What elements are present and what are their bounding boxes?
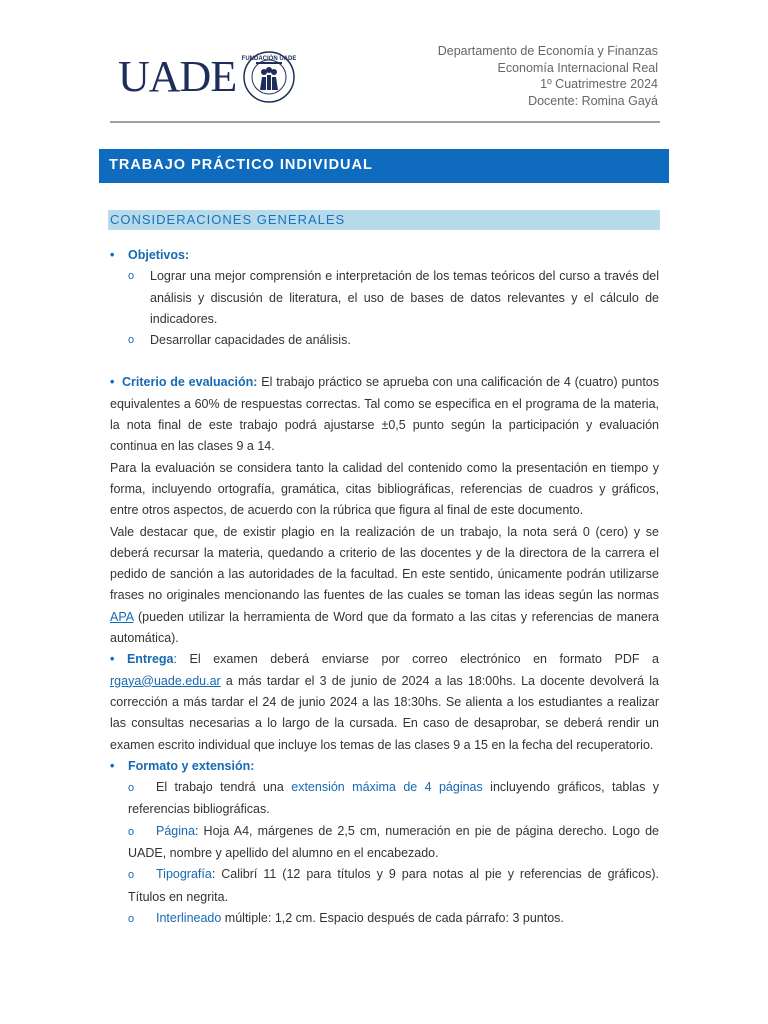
entrega-label: Entrega xyxy=(126,652,174,667)
section-title: CONSIDERACIONES GENERALES xyxy=(108,210,660,230)
email-link[interactable]: rgaya@uade.edu.ar xyxy=(110,673,221,688)
circle-bullet-icon: o xyxy=(128,825,135,838)
document-body xyxy=(110,245,659,930)
fundacion-uade-seal-icon xyxy=(242,50,296,104)
page-header xyxy=(110,40,660,120)
logo-text: UADE xyxy=(118,52,237,101)
bullet-icon: • xyxy=(110,652,127,667)
entrega-paragraph: • Entrega: El examen deberá enviarse por correo electrónico en formato PDF a rgaya@uade.edu.ar a más tardar el 3 de junio de 2024 a las 18:00hs. La docente devolverá la corrección a más tardar el 24 de junio 2024 a las 18:30hs. Se alienta a los estudiantes a realizar las consultas necesarias a lo largo de la cursada. En caso de desaprobar, se deberá rendir un examen escrito individual que incluye los temas de las clases 9 a 15 en la fecha del recuperatorio. xyxy=(110,652,659,752)
objetivos-bullet xyxy=(110,245,659,266)
course-name: Economía Internacional Real xyxy=(497,60,658,75)
formato-bullet xyxy=(110,756,659,777)
document-title: TRABAJO PRÁCTICO INDIVIDUAL xyxy=(99,149,669,183)
svg-text:FUNDACIÓN UADE: FUNDACIÓN UADE xyxy=(242,56,297,62)
criterio-label: Criterio de evaluación: xyxy=(122,375,258,390)
department: Departamento de Economía y Finanzas xyxy=(437,44,658,58)
uade-logo xyxy=(118,50,296,104)
circle-bullet-icon: o xyxy=(128,334,135,347)
bullet-icon: • xyxy=(110,375,123,390)
circle-bullet-icon: o xyxy=(128,782,135,795)
objetivos-item: o Lograr una mejor comprensión e interpretación de los temas teóricos del curso a través del análisis y discusión de literatura, el uso de bases de datos relevantes y el cálculo de indicadores. xyxy=(110,266,659,330)
header-divider xyxy=(110,121,660,123)
teacher: Docente: Romina Gayá xyxy=(528,93,658,108)
circle-bullet-icon: o xyxy=(128,912,135,925)
circle-bullet-icon: o xyxy=(128,270,135,283)
formato-item: o Interlineado múltiple: 1,2 cm. Espacio después de cada párrafo: 3 puntos. xyxy=(110,908,659,930)
formato-item: o Página: Hoja A4, márgenes de 2,5 cm, numeración en pie de página derecho. Logo de UADE, nombre y apellido del alumno en el encabezado. xyxy=(128,823,659,861)
circle-bullet-icon: o xyxy=(128,869,135,882)
evaluation-paragraph: Para la evaluación se considera tanto la calidad del contenido como la presentación en tiempo y forma, incluyendo ortografía, gramática, citas bibliográficas, referencias de cuadros y gráficos, entre otros aspectos, de acuerdo con la rúbrica que figura al final de este documento. xyxy=(110,460,659,518)
term: 1º Cuatrimestre 2024 xyxy=(540,77,658,91)
objetivos-label: Objetivos: xyxy=(128,248,190,262)
apa-link[interactable]: APA xyxy=(110,609,134,624)
objetivos-item: o Desarrollar capacidades de análisis. xyxy=(110,330,659,351)
formato-item: o El trabajo tendrá una extensión máxima de 4 páginas incluyendo gráficos, tablas y referencias bibliográficas. xyxy=(128,780,659,817)
header-info xyxy=(438,43,658,109)
formato-label: Formato y extensión: xyxy=(128,758,255,773)
criterio-paragraph: • Criterio de evaluación: El trabajo práctico se aprueba con una calificación de 4 (cuatro) puntos equivalentes a 60% de respuestas correctas. Tal como se especifica en el programa de la materia, la nota final de este trabajo podrá ajustarse ±0,5 punto según la participación y evaluación continua en las clases 9 a 14. xyxy=(110,375,660,454)
formato-item: o Tipografía: Calibrí 11 (12 para títulos y 9 para notas al pie y referencias de gráficos). Títulos en negrita. xyxy=(128,867,659,904)
plagio-paragraph: Vale destacar que, de existir plagio en la realización de un trabajo, la nota será 0 (cero) y se deberá recursar la materia, quedando a criterio de las docentes y de la directora de la carrera el pedido de sanción a las autoridades de la facultad. En este sentido, únicamente podrán utilizarse frases no originales mencionando las fuentes de las cuales se toman las ideas según las normas APA (pueden utilizar la herramienta de Word que da formato a las citas y referencias de manera automática). xyxy=(110,524,659,646)
